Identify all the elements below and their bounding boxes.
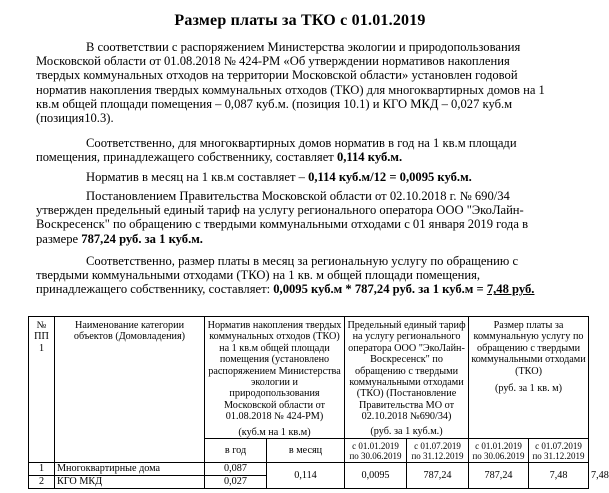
subheader-tariff-period1: с 01.01.2019 по 30.06.2019 [345,439,407,463]
p4-line3: Воскресенск" по обращению с твердыми коммунальными отходами с 01 января 2019 года в [36,217,529,232]
paragraph-monthly-norm [36,170,584,184]
header-norm-unit: (куб.м на 1 кв.м) [238,426,311,438]
p5-line2: твердыми коммунальными отходами (ТКО) на 1 кв. м общей площади помещения, [36,268,481,283]
paragraph-tariff [36,189,584,246]
row1-num: 1 [29,463,55,476]
p2-line1: Соответственно, для многоквартирных домов норматив в год на 1 кв.м площади [86,136,517,150]
header-payment-text: Размер платы за коммунальную услугу по обращению с твердыми коммунальными отходами (ТКО) [471,320,586,377]
header-norm-text: Норматив накопления твердых коммунальных отходов (ТКО) на 1 кв.м общей площади помещения (установлено распоряжением Министерства экологии и природопользования Московской области от 01.08.2018 № 424-РМ) [207,320,342,423]
p1-line3: твердых коммунальных отходов на территории Московской области» установлен годовой [36,68,518,83]
paragraph-payment [36,254,584,297]
subheader-payment-period1: с 01.01.2019 по 30.06.2019 [469,439,529,463]
table-header-row [29,317,589,439]
subheader-payment-period2: с 01.07.2019 по 31.12.2019 [529,439,589,463]
row2-num: 2 [29,476,55,489]
subheader-tariff-period2: с 01.07.2019 по 31.12.2019 [407,439,469,463]
header-payment-unit: (руб. за 1 кв. м) [495,383,563,395]
p2-line2-prefix: помещения, принадлежащего собственнику, составляет [36,150,337,165]
payment-table [28,316,609,489]
header-norm [205,317,345,439]
p2-annual-value: 0,114 куб.м. [336,150,403,165]
p1-line2: Московской области от 01.08.2018 № 424-РМ «Об утверждении нормативов накопления [36,54,510,69]
p4-tariff-value: 787,24 руб. за 1 куб.м. [81,231,203,246]
p1-line5: кв.м общей площади помещения – 0,087 куб.м. (позиция 10.1) и КГО МКД – 0,027 куб.м [36,96,513,111]
tariff-period2-value: 787,24 [469,463,529,489]
header-name: Наименование категории объектов (Домовладения) [55,317,205,463]
page-title: Размер платы за ТКО с 01.01.2019 [174,12,426,29]
header-num: № ПП 1 [29,317,55,463]
subheader-per-year: в год [205,439,267,463]
month-total: 0,0095 [345,463,407,489]
p5-line1: Соответственно, размер платы в месяц за региональную услугу по обращению с [86,254,519,268]
p3-monthly-value: 0,114 куб.м/12 = 0,0095 куб.м. [308,170,472,184]
p1-line1: В соответствии с распоряжением Министерства экологии и природопользования [86,40,521,54]
header-tariff-text: Предельный единый тариф на услугу регионального оператора ООО "ЭкоЛайн-Воскресенск" по обращению с твердыми коммунальными отходами (ТКО) (Постановление Правительства МО от 02.10.2018 №690/34) [347,320,466,423]
row2-name: КГО МКД [55,476,205,489]
payment-period1-value: 7,48 [529,463,589,489]
p1-line6: (позиция10.3). [36,111,114,126]
p4-line2: утвержден предельный единый тариф на услугу регионального оператора ООО "ЭкоЛайн- [36,203,524,218]
p4-line1: Постановлением Правительства Московской области от 02.10.2018 г. № 690/34 [86,189,510,203]
year-total: 0,114 [267,463,345,489]
row1-value: 0,087 [205,463,267,476]
p5-result: 7,48 руб. [486,282,535,297]
p4-line4-prefix: размере [36,231,82,246]
row1-name: Многоквартирные дома [55,463,205,476]
tariff-period1-value: 787,24 [407,463,469,489]
p5-line3-prefix: принадлежащего собственнику, составляет: [36,282,274,297]
row2-value: 0,027 [205,476,267,489]
p3-prefix: Норматив в месяц на 1 кв.м составляет – [86,170,309,184]
p1-line4: норматив накопления твердых коммунальных отходов (ТКО) для многоквартирных домов на 1 [36,82,545,97]
header-tariff-unit: (руб. за 1 куб.м.) [370,425,443,437]
header-payment [469,317,589,439]
paragraph-regulation [36,40,584,125]
paragraph-annual-norm [36,136,584,164]
subheader-per-month: в месяц [267,439,345,463]
p5-formula: 0,0095 куб.м * 787,24 руб. за 1 куб.м = [273,282,487,297]
header-tariff [345,317,469,439]
table-row: 1 Многоквартирные дома 0,087 0,114 0,0095 787,24 787,24 7,48 7,48 [29,463,589,476]
